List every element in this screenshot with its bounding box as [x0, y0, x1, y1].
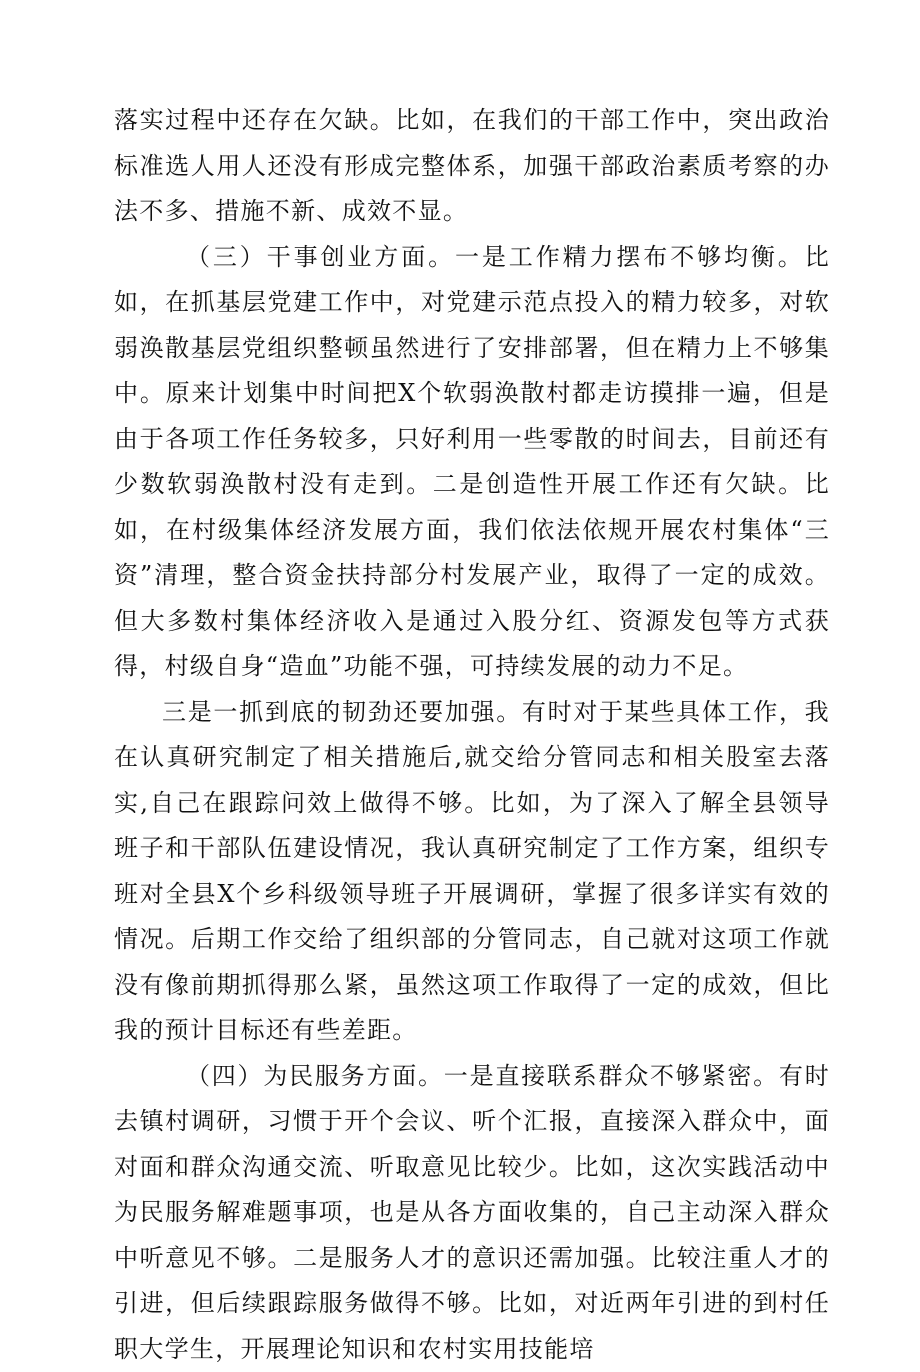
document-page	[114, 98, 830, 1372]
paragraph-section-three: （三）干事创业方面。一是工作精力摆布不够均衡。比如，在抓基层党建工作中，对党建示范点投入的精力较多，对软弱涣散基层党组织整顿虽然进行了安排部署，但在精力上不够集中。原来计划集中时间把X个软弱涣散村都走访摸排一遍，但是由于各项工作任务较多，只好利用一些零散的时间去，目前还有少数软弱涣散村没有走到。二是创造性开展工作还有欠缺。比如，在村级集体经济发展方面，我们依法依规开展农村集体“三资”清理，整合资金扶持部分村发展产业，取得了一定的成效。但大多数村集体经济收入是通过入股分红、资源发包等方式获得，村级自身“造血”功能不强，可持续发展的动力不足。	[114, 235, 830, 690]
paragraph-continuation: 落实过程中还存在欠缺。比如，在我们的干部工作中，突出政治标准选人用人还没有形成完整体系，加强干部政治素质考察的办法不多、措施不新、成效不显。	[114, 98, 830, 235]
paragraph-point-three: 三是一抓到底的韧劲还要加强。有时对于某些具体工作，我在认真研究制定了相关措施后,就交给分管同志和相关股室去落实,自己在跟踪问效上做得不够。比如，为了深入了解全县领导班子和干部队伍建设情况，我认真研究制定了工作方案，组织专班对全县X个乡科级领导班子开展调研，掌握了很多详实有效的情况。后期工作交给了组织部的分管同志，自己就对这项工作就没有像前期抓得那么紧，虽然这项工作取得了一定的成效，但比我的预计目标还有些差距。	[114, 690, 830, 1054]
paragraph-section-four: （四）为民服务方面。一是直接联系群众不够紧密。有时去镇村调研，习惯于开个会议、听个汇报，直接深入群众中，面对面和群众沟通交流、听取意见比较少。比如，这次实践活动中为民服务解难题事项，也是从各方面收集的，自己主动深入群众中听意见不够。二是服务人才的意识还需加强。比较注重人才的引进，但后续跟踪服务做得不够。比如，对近两年引进的到村任职大学生，开展理论知识和农村实用技能培	[114, 1054, 830, 1372]
